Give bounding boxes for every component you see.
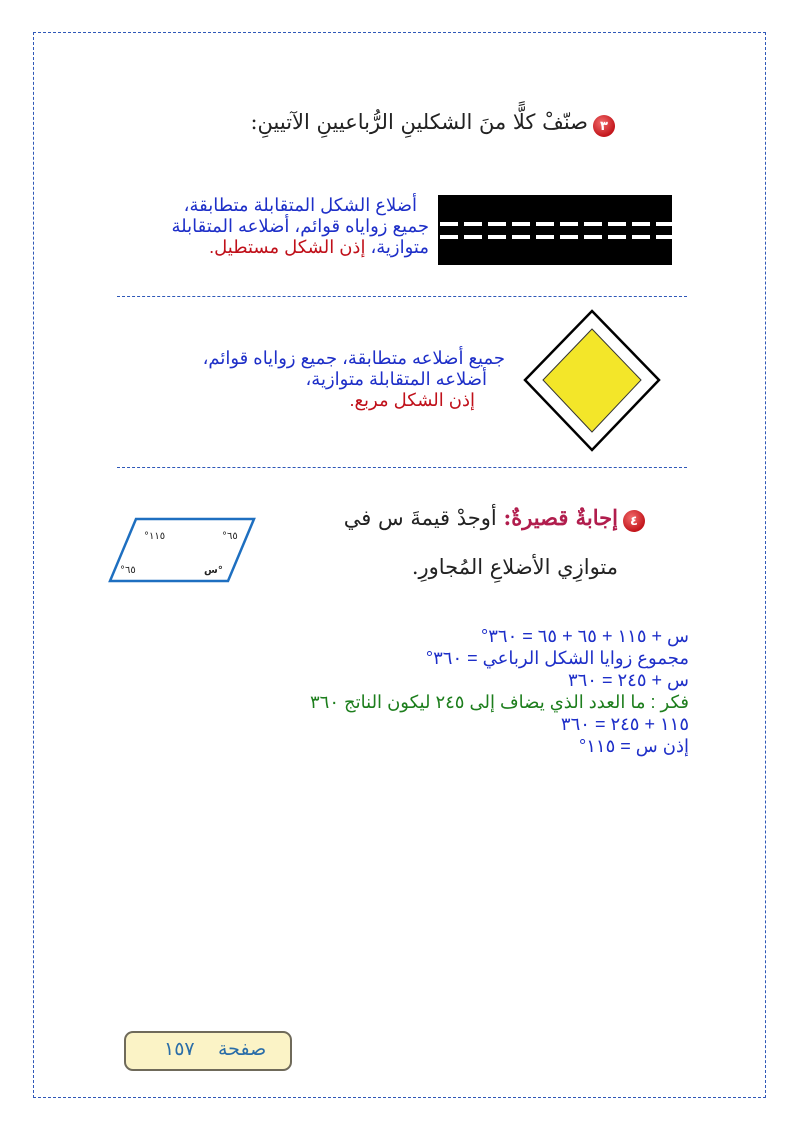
question-4-badge: [623, 510, 645, 532]
question-4-number: ٤: [630, 513, 638, 529]
angle-label-bottom-left: °٦٥: [120, 565, 136, 576]
page-label: صفحة: [218, 1038, 267, 1060]
question-4-line1: [344, 505, 618, 530]
diamond-square-image: [522, 308, 662, 454]
solution-line5: ١١٥ + ٢٤٥ = ٣٦٠: [560, 714, 689, 734]
square-answer: [203, 348, 505, 411]
rectangle-answer-line1: أضلاع الشكل المتقابلة متطابقة،: [183, 195, 417, 215]
square-answer-line1: جميع أضلاعه متطابقة، جميع زواياه قوائم،: [202, 348, 505, 368]
road-rectangle-image: [438, 195, 672, 265]
square-answer-conclusion: إذن الشكل مربع.: [349, 390, 475, 410]
angle-label-bottom-right: س°: [204, 565, 223, 576]
solution-line2: مجموع زوايا الشكل الرباعي = ٣٦٠°: [425, 648, 689, 668]
question-4-line2: متوازِي الأضلاعِ المُجاورِ.: [411, 555, 618, 579]
angle-label-top-right: °٦٥: [222, 531, 238, 542]
dashed-divider-1: [117, 296, 687, 297]
question-3-text: صنّفْ كلًّا منَ الشكلينِ الرُّباعيينِ الآتيينِ:: [250, 110, 588, 134]
square-answer-line2: أضلاعه المتقابلة متوازية،: [305, 369, 487, 389]
question-4-text1: أوجدْ قيمةَ س في: [343, 506, 504, 530]
rectangle-answer-line2: جميع زواياه قوائم، أضلاعه المتقابلة: [171, 216, 429, 236]
rectangle-answer-line3-blue: متوازية،: [365, 237, 429, 257]
page-number: ١٥٧: [164, 1038, 195, 1060]
solution-line4: فكر : ما العدد الذي يضاف إلى ٢٤٥ ليكون الناتج ٣٦٠: [310, 692, 689, 712]
solution-line3: س + ٢٤٥ = ٣٦٠: [567, 670, 689, 690]
page-number-tab: [124, 1031, 292, 1071]
question-3-number: ٣: [600, 118, 608, 134]
dashed-divider-2: [117, 467, 687, 468]
angle-label-top-left: °١١٥: [144, 531, 166, 542]
question-4-short-answer-label: إجابةٌ قصيرةٌ:: [503, 505, 618, 530]
question-3-badge: [593, 115, 615, 137]
solution-line6: إذن س = ١١٥°: [579, 736, 689, 756]
solution-block: [310, 625, 689, 757]
parallelogram-figure: [108, 515, 258, 585]
rectangle-answer: [171, 195, 429, 258]
rectangle-answer-line3: [171, 237, 429, 258]
solution-line1: س + ١١٥ + ٦٥ + ٦٥ = ٣٦٠°: [481, 626, 689, 646]
rectangle-answer-conclusion: إذن الشكل مستطيل.: [209, 237, 366, 257]
